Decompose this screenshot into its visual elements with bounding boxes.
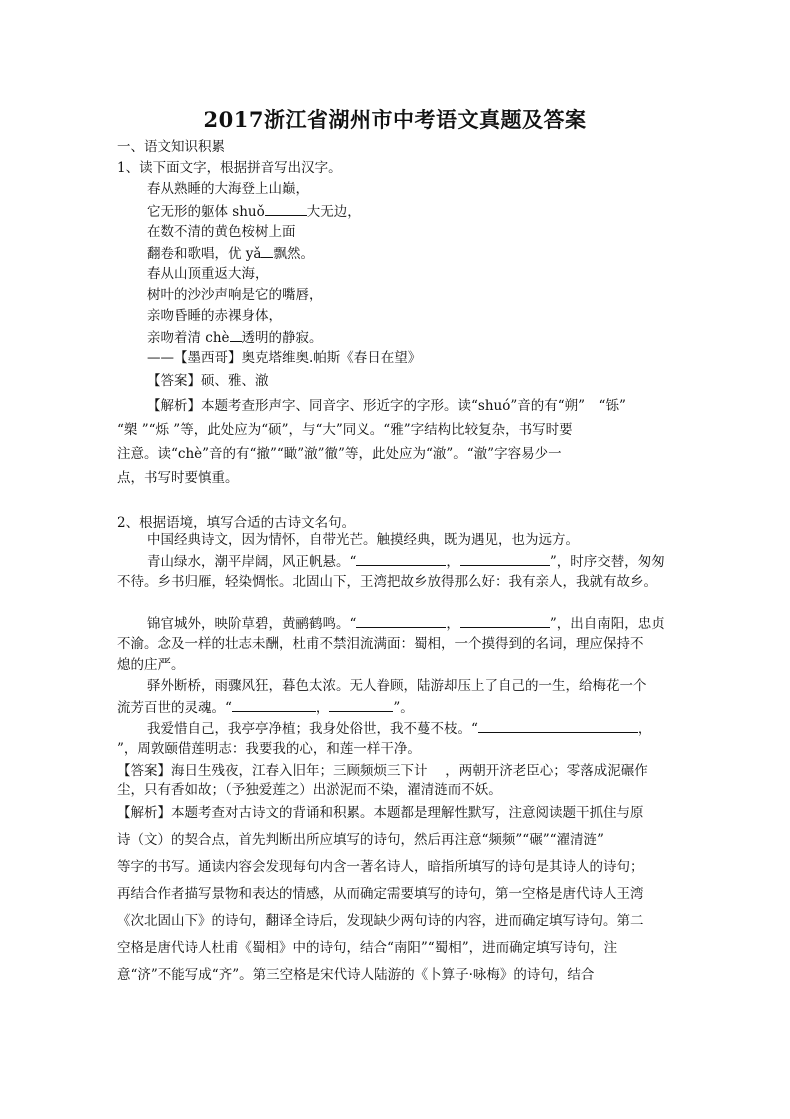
poem-text: 亲吻着清 chè	[147, 330, 230, 346]
passage-text: ，	[637, 721, 652, 737]
answer-blank	[261, 243, 273, 258]
passage-text: ”。	[393, 700, 414, 716]
passage-text: ”，时序交替，匆匆	[549, 554, 665, 570]
analysis-line: 诗（文）的契合点，首先判断出所应填写的诗句，然后再注意“频频”“碾”“濯清涟”	[117, 832, 604, 848]
answer-blank	[460, 613, 550, 628]
poem-text: 它无形的躯体 shuǒ	[147, 204, 265, 220]
passage-text: 流芳百世的灵魂。“	[117, 700, 232, 716]
answer-line: 【答案】海日生残夜，江春入旧年；三顾频烦三下计 ，两朝开济老臣心；零落成泥碾作	[117, 763, 648, 779]
answer-blank	[356, 613, 446, 628]
analysis-line: 等字的书写。通读内容会发现每句内含一著名诗人，暗指所填写的诗句是其诗人的诗句；	[117, 859, 644, 875]
question-2-prompt: 2、根据语境，填写合适的古诗文名句。	[117, 515, 356, 531]
passage-line: 不渝。念及一样的壮志未酬，杜甫不禁泪流满面：蜀相，一个摸得到的名词，理应保持不	[117, 636, 644, 652]
question-1-prompt: 1、读下面文字，根据拼音写出汉字。	[117, 160, 342, 176]
poem-line: 在数不清的黄色桉树上面	[147, 224, 296, 240]
poem-text: 翻卷和歌唱，优 yǎ	[147, 246, 262, 262]
analysis-line: 注意。读“chè”音的有“撤”“瞰”澈”徹”等，此处应为“澈”。“澈”字容易少一	[117, 446, 562, 462]
document-title: 2017浙江省湖州市中考语文真题及答案	[203, 107, 587, 132]
answer-blank	[232, 697, 316, 712]
passage-text: 我爱惜自己，我亭亭净植；我身处俗世，我不蔓不枝。“	[147, 721, 478, 737]
answer-blank	[329, 697, 393, 712]
analysis-line: 空格是唐代诗人杜甫《蜀相》中的诗句，结合“南阳”“蜀相”，进而确定填写诗句，注	[117, 940, 618, 956]
poem-text: 透明的静寂。	[241, 330, 323, 346]
passage-line	[147, 718, 651, 739]
poem-line	[147, 201, 361, 222]
passage-text: ，	[315, 700, 330, 716]
section-heading: 一、语文知识积累	[117, 139, 225, 155]
passage-line: 熄的庄严。	[117, 657, 185, 673]
passage-text: ，	[446, 554, 460, 570]
poem-text: 大无边，	[306, 204, 361, 220]
answer-blank	[460, 551, 550, 566]
answer-blank	[478, 718, 638, 733]
answer-blank	[230, 327, 242, 342]
poem-line: 春从山顶重返大海，	[147, 266, 269, 282]
passage-line: 中国经典诗文，因为情怀，自带光芒。触摸经典，既为遇见，也为远方。	[147, 532, 579, 548]
poem-attribution: ——【墨西哥】奥克塔维奥.帕斯《春日在望》	[147, 350, 422, 366]
poem-line: 亲吻昏睡的赤裸身体，	[147, 308, 282, 324]
passage-text: 锦官城外，映阶草碧，黄鹂鹤鸣。“	[147, 616, 357, 632]
analysis-line: 点，书写时要慎重。	[117, 470, 239, 486]
passage-text: 青山绿水，潮平岸阔，风正帆悬。“	[147, 554, 357, 570]
analysis-line: 【解析】本题考查对古诗文的背诵和积累。本题都是理解性默写，注意阅读题干抓住与原	[117, 805, 644, 821]
poem-line: 春从熟睡的大海登上山巅，	[147, 181, 309, 197]
analysis-line: 意“济”不能写成“齐”。第三空格是宋代诗人陆游的《卜算子·咏梅》的诗句，结合	[117, 967, 595, 983]
poem-line: 树叶的沙沙声响是它的嘴唇，	[147, 287, 323, 303]
passage-line: 驿外断桥，雨骤风狂，暮色太浓。无人眷顾，陆游却压上了自己的一生，给梅花一个	[147, 678, 647, 694]
analysis-line: 《次北固山下》的诗句，翻译全诗后，发现缺少两句诗的内容，进而确定填写诗句。第二	[117, 913, 644, 929]
analysis-line: 【解析】本题考查形声字、同音字、形近字的字形。读“shuó”音的有“朔” “铄”	[147, 398, 626, 414]
passage-text: ，	[446, 616, 460, 632]
answer-blank	[265, 201, 307, 216]
analysis-line: “槊 ”“烁 ”等，此处应为“硕”，与“大”同义。“雅”字结构比较复杂，书写时要	[117, 422, 573, 438]
passage-line	[147, 613, 665, 634]
poem-text: 飘然。	[273, 246, 314, 262]
passage-text: ”，出自南阳，忠贞	[549, 616, 665, 632]
passage-line	[117, 697, 414, 718]
passage-line: ”，周敦颐借莲明志：我要我的心，和莲一样干净。	[117, 741, 421, 757]
analysis-line: 再结合作者描写景物和表达的情感，从而确定需要填写的诗句，第一空格是唐代诗人王湾	[117, 886, 644, 902]
poem-line	[147, 327, 323, 348]
answer-line: 尘，只有香如故；（予独爱莲之）出淤泥而不染，濯清涟而不妖。	[117, 782, 502, 798]
answer-line: 【答案】硕、雅、澈	[147, 373, 269, 389]
answer-blank	[356, 551, 446, 566]
passage-line: 不待。乡书归雁，轻染惆怅。北固山下，王湾把故乡放得那么好：我有亲人，我就有故乡。	[117, 574, 657, 590]
passage-line	[147, 551, 665, 572]
poem-line	[147, 243, 314, 264]
